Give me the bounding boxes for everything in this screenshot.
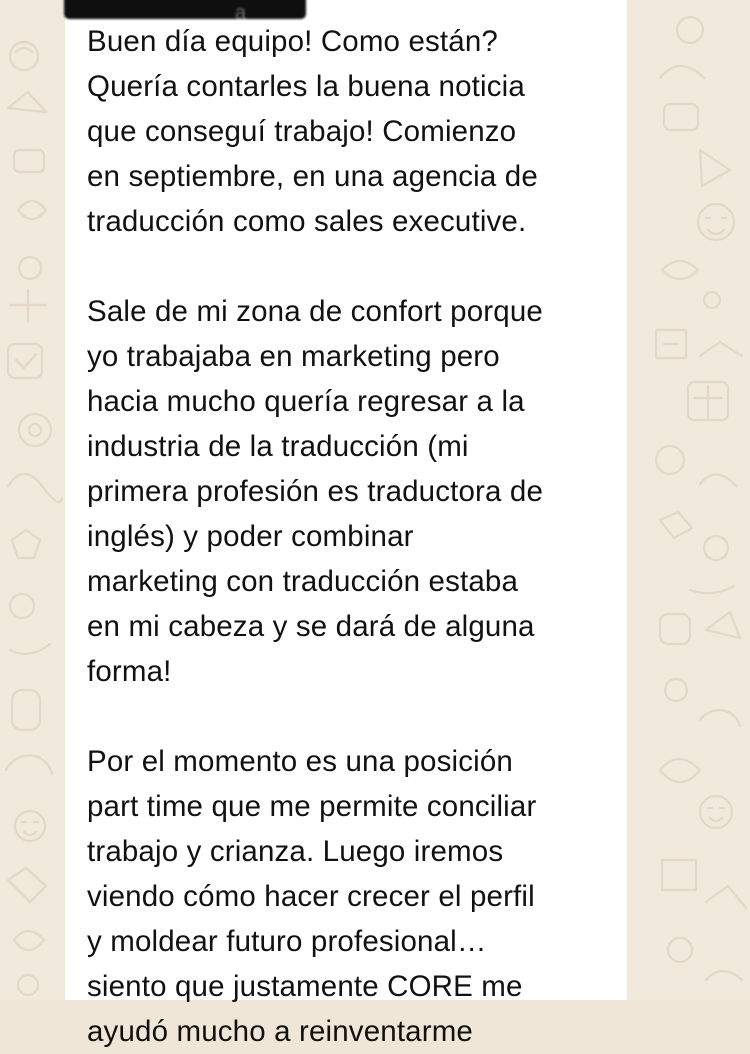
- message-line: en septiembre, en una agencia de: [87, 160, 538, 193]
- message-line: ayudó mucho a reinventarme: [87, 1015, 473, 1048]
- message-line: Por el momento es una posición: [87, 745, 513, 778]
- sender-name-fragment: a: [234, 2, 246, 24]
- message-line: Sale de mi zona de confort porque: [87, 295, 543, 328]
- message-line: Quería contarles la buena noticia: [87, 70, 525, 103]
- message-line: marketing con traducción estaba: [87, 565, 519, 598]
- message-line: siento que justamente CORE me: [87, 970, 523, 1003]
- message-paragraph-2: [87, 289, 627, 694]
- message-bubble[interactable]: [65, 0, 627, 1048]
- message-line: hacia mucho quería regresar a la: [87, 385, 525, 418]
- message-line: en mi cabeza y se dará de alguna: [87, 610, 535, 643]
- message-line: viendo cómo hacer crecer el perfil: [87, 880, 535, 913]
- message-line: inglés) y poder combinar: [87, 520, 414, 553]
- message-line: y moldear futuro profesional…: [87, 925, 487, 958]
- redacted-sender-name: [64, 0, 306, 24]
- message-line: part time que me permite conciliar: [87, 790, 537, 823]
- message-line: Buen día equipo! Como están?: [87, 25, 498, 58]
- message-line: traducción como sales executive.: [87, 205, 527, 238]
- message-line: yo trabajaba en marketing pero: [87, 340, 500, 373]
- message-line: industria de la traducción (mi: [87, 430, 469, 463]
- message-line: primera profesión es traductora de: [87, 475, 544, 508]
- message-paragraph-1: [87, 19, 627, 244]
- message-line: trabajo y crianza. Luego iremos: [87, 835, 504, 868]
- message-paragraph-3: [87, 739, 627, 1054]
- message-line: que conseguí trabajo! Comienzo: [87, 115, 517, 148]
- message-line: forma!: [87, 655, 172, 688]
